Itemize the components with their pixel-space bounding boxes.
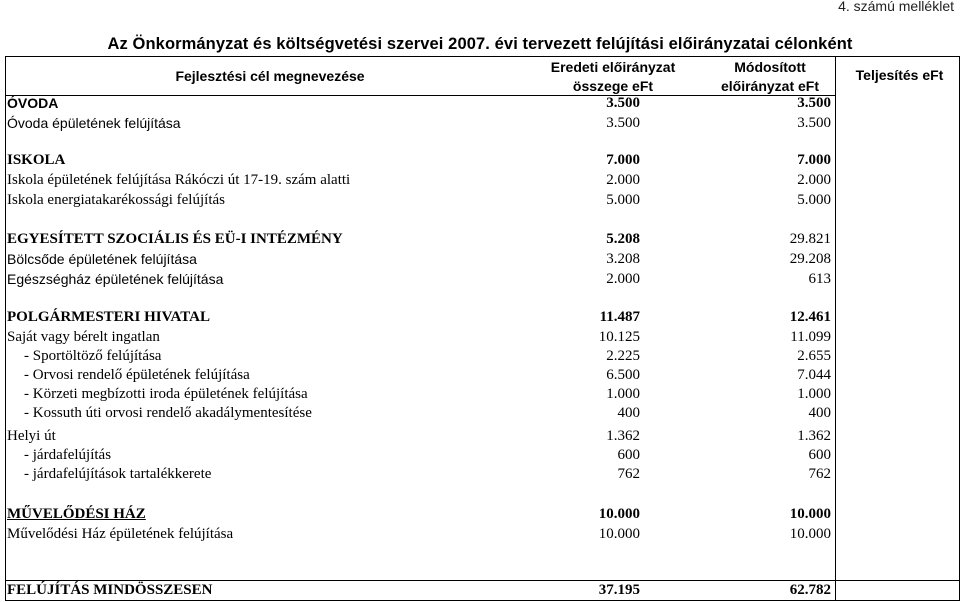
- table-row: Óvoda épületének felújítása 3.500 3.500: [7, 115, 831, 131]
- table-row: Bölcsőde épületének felújítása 3.208 29.208: [7, 251, 831, 267]
- left-border: [5, 56, 6, 601]
- table-top-border: [5, 56, 960, 57]
- header-completion: Teljesítés eFt: [855, 67, 944, 83]
- table-row: - járdafelújítás 600 600: [24, 447, 831, 463]
- header-modified-line1: Módosított: [734, 59, 806, 75]
- table-row: Helyi út 1.362 1.362: [7, 428, 831, 444]
- table-row: ÓVODA 3.500 3.500: [7, 95, 831, 111]
- header-modified-line2: előirányzat eFt: [720, 78, 820, 94]
- table-row-total: FELÚJÍTÁS MINDÖSSZESEN 37.195 62.782: [7, 582, 831, 598]
- header-original-line1: Eredeti előirányzat: [550, 59, 676, 75]
- table-row: ISKOLA 7.000 7.000: [7, 152, 831, 168]
- table-row: - Körzeti megbízotti iroda épületének felújítása 1.000 1.000: [24, 386, 831, 402]
- table-row: POLGÁRMESTERI HIVATAL 11.487 12.461: [7, 309, 831, 325]
- total-row-top-border: [5, 580, 960, 581]
- table-row: MŰVELŐDÉSI HÁZ 10.000 10.000: [7, 506, 831, 522]
- table-row: - Orvosi rendelő épületének felújítása 6.500 7.044: [24, 367, 831, 383]
- table-row: Saját vagy bérelt ingatlan 10.125 11.099: [7, 329, 831, 345]
- table-row: - járdafelújítások tartalékkerete 762 762: [24, 466, 831, 482]
- page-title: Az Önkormányzat és költségvetési szervei 2007. évi tervezett felújítási előirányzatai célonként: [107, 35, 853, 53]
- table-row: EGYESÍTETT SZOCIÁLIS ÉS EÜ-I INTÉZMÉNY 5.208 29.821: [7, 231, 831, 247]
- table-row: Művelődési Ház épületének felújítása 10.000 10.000: [7, 526, 831, 542]
- header-goal: Fejlesztési cél megnevezése: [175, 68, 365, 84]
- annex-label: 4. számú melléklet: [838, 0, 954, 14]
- table-row: Iskola energiatakarékossági felújítás 5.000 5.000: [7, 192, 831, 208]
- table-row: Iskola épületének felújítása Rákóczi út 17-19. szám alatti 2.000 2.000: [7, 172, 831, 188]
- table-row: Egészségház épületének felújítása 2.000 613: [7, 271, 831, 287]
- table-row: - Kossuth úti orvosi rendelő akadálymentesítése 400 400: [24, 405, 831, 421]
- table-row: - Sportöltöző felújítása 2.225 2.655: [24, 348, 831, 364]
- header-original-line2: összege eFt: [572, 78, 654, 94]
